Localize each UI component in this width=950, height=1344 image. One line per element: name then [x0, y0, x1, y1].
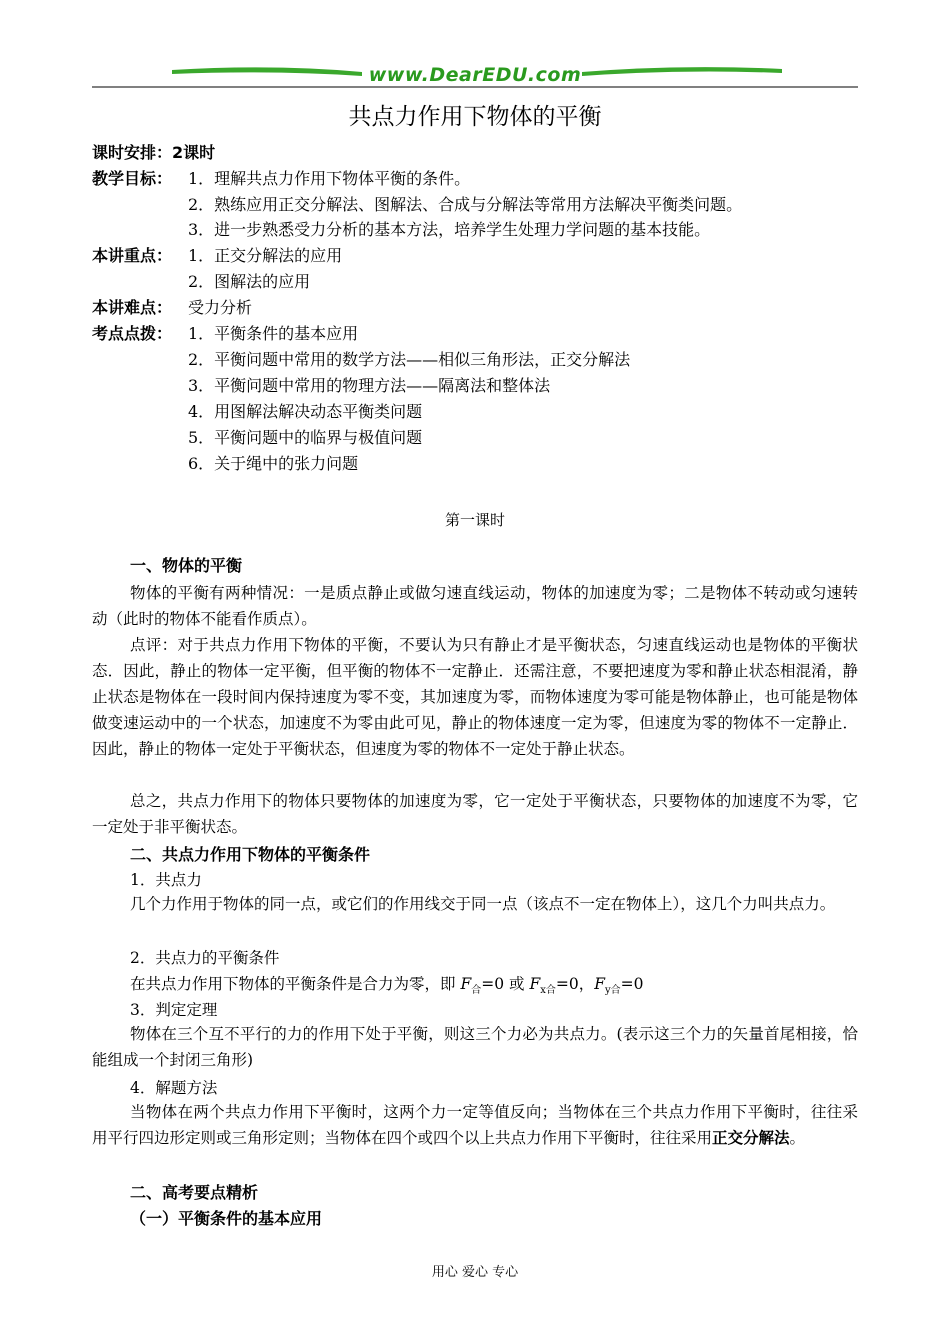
key-item: 2．图解法的应用: [188, 272, 311, 291]
paragraph: 几个力作用于物体的同一点，或它们的作用线交于同一点（该点不一定在物体上），这几个力叫共点力。: [130, 895, 836, 913]
lesson-label: 第一课时: [444, 511, 505, 529]
point-item: 5．平衡问题中的临界与极值问题: [188, 428, 423, 447]
hours-row: [92, 143, 215, 163]
key-label: 本讲重点：: [92, 246, 173, 265]
goal-item: 2．熟练应用正交分解法、图解法、合成与分解法等常用方法解决平衡类问题。: [188, 195, 743, 214]
point-item: 3．平衡问题中常用的物理方法——隔离法和整体法: [188, 376, 551, 395]
goal-item: 1．理解共点力作用下物体平衡的条件。: [188, 169, 471, 188]
paragraph: 物体在三个互不平行的力的作用下处于平衡，则这三个力必为共点力。(表示这三个力的矢量首尾相接，恰能组成一个封闭三角形): [92, 1025, 858, 1069]
point-item: 2．平衡问题中常用的数学方法——相似三角形法，正交分解法: [188, 350, 631, 369]
page-header: [92, 62, 858, 90]
key-item: 1．正交分解法的应用: [188, 246, 343, 265]
subheading: 4．解题方法: [130, 1079, 218, 1097]
section-heading: 一、物体的平衡: [130, 556, 243, 575]
section-heading: 二、共点力作用下物体的平衡条件: [130, 845, 371, 864]
paragraph: 点评：对于共点力作用下物体的平衡，不要认为只有静止才是平衡状态，匀速直线运动也是物体的平衡状态．因此，静止的物体一定平衡，但平衡的物体不一定静止．还需注意，不要把速度为零和静止状态相混淆，静止状态是物体在一段时间内保持速度为零不变，其加速度为零，而物体速度为零可能是物体静止，也可能是物体做变速运动中的一个状态，加速度不为零由此可见，静止的物体速度一定为零，但速度为零的物体不一定静止．因此，静止的物体一定处于平衡状态，但速度为零的物体不一定处于静止状态。: [92, 636, 858, 758]
goal-item: 3．进一步熟悉受力分析的基本方法，培养学生处理力学问题的基本技能。: [188, 220, 711, 239]
page-title: 共点力作用下物体的平衡: [348, 104, 602, 130]
points-label: 考点点拨：: [92, 324, 173, 343]
difficulty-value: 受力分析: [188, 298, 253, 317]
paragraph: 物体的平衡有两种情况：一是质点静止或做匀速直线运动，物体的加速度为零；二是物体不转动或匀速转动（此时的物体不能看作质点）。: [92, 584, 858, 628]
site-logo: www.DearEDU.com: [368, 64, 582, 86]
paragraph: 总之，共点力作用下的物体只要物体的加速度为零，它一定处于平衡状态，只要物体的加速度不为零，它一定处于非平衡状态。: [92, 792, 858, 836]
paragraph: 当物体在两个共点力作用下平衡时，这两个力一定等值反向；当物体在三个共点力作用下平衡时，往往采用平行四边形定则或三角形定则；当物体在四个或四个以上共点力作用下平衡时，往往采用正交分解法。: [92, 1103, 858, 1147]
point-item: 1．平衡条件的基本应用: [188, 324, 359, 343]
hours-label: 课时安排：: [92, 143, 173, 162]
difficulty-label: 本讲难点：: [92, 298, 173, 317]
goals-label: 教学目标：: [92, 169, 173, 188]
subheading: 1．共点力: [130, 871, 202, 889]
subheading: 3．判定定理: [130, 1001, 218, 1019]
point-item: 4．用图解法解决动态平衡类问题: [188, 402, 423, 421]
hours-value: 2课时: [172, 143, 216, 162]
page-footer: 用心 爱心 专心: [431, 1265, 519, 1280]
section-heading: 二、高考要点精析: [130, 1183, 259, 1202]
equilibrium-formula: 在共点力作用下物体的平衡条件是合力为零，即 $F_合=0$ 或 $F_{x合}=0$，$F_{y合}=0$: [130, 975, 644, 997]
subsection-heading: （一）平衡条件的基本应用: [130, 1209, 323, 1228]
subheading: 2．共点力的平衡条件: [130, 949, 280, 967]
point-item: 6．关于绳中的张力问题: [188, 454, 359, 473]
